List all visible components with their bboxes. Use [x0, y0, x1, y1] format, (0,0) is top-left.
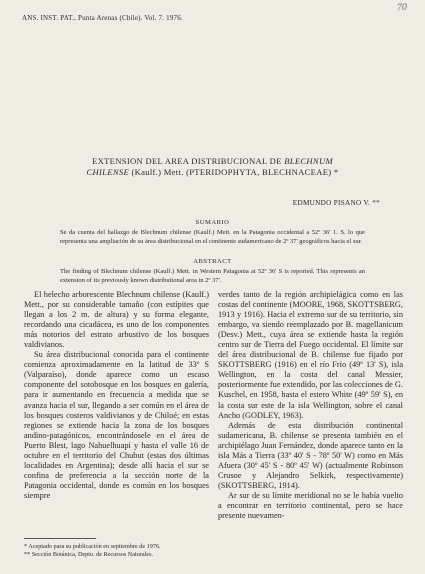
paragraph: Ar sur de su límite meridional no se le había vuelto a encontrar en territorio continental, pero se hace presente nuevamen- [218, 490, 403, 521]
sumario-text: Se da cuenta del hallazgo de Blechnum chilense (Kaulf.) Mett. en la Patagonia occidental a 52º 36' 1. S. lo que representa una ampliación de su área distribucional en el continente sudamericano de 2º 37' geográficos hacia el sur. [60, 229, 365, 245]
paragraph: Su área distribucional conocida para el continente comienza aproximadamente en la latitud de 33º S (Valparaíso), donde aparece como un escaso componente del sotobosque en los bosques en galería, para ir aumentando en frecuencia a medida que se avanza hacia el sur, llegando a ser común en el área de los bosques costeros valdivianos y de Chiloé; en estas regiones se extiende hacia la zona de los bosques andino-patagónicos, encontrándosele en el área de Puerto Blest, lago Nahuelhuapi y hasta el valle 16 de octubre en el territorio del Chubut (estas dos últimas localidades en Argentina); desde allí hacia el sur se confina de preferencia a la sección norte de la Patagonia occidental, donde es común en los bosques siempre [24, 350, 209, 500]
footnotes [24, 543, 209, 558]
author: EDMUNDO PISANO V. ** [292, 199, 380, 207]
footnote: ** Sección Botánica, Depto. de Recursos Naturales. [24, 550, 154, 558]
paragraph: Además de esta distribución continental sudamericana, B. chilense se presenta también en el archipiélago Juan Fernández, donde aparece tanto en la isla Más a Tierra (33º 40' S - 78º 50' W) como en Más Afuera (30º 45' S - 80º 45' W) (actualmente Robinson Crusoe y Alejandro Selkirk, respectivamente) (SKOTTSBERG, 1914). [218, 420, 403, 490]
body-column-left [24, 290, 209, 501]
footnote: * Aceptado para su publicación en septiembre de 1976. [24, 543, 161, 550]
body-column-right [218, 290, 403, 521]
footnote-divider [24, 538, 96, 539]
article-title [40, 156, 385, 178]
title-species: CHILENSE [86, 167, 129, 177]
paragraph: El helecho arborescente Blechnum chilense (Kaulf.) Mett., por su considerable tamaño (con estípites que llegan a los 2 m. de altura) y su forma elegante, recordando una cicadácea, es uno de los componentes más notorios del estrato arbustivo de los bosques valdivianos. [24, 290, 209, 350]
abstract-text: The finding of Blechnum chilense (Kaulf.) Mett. in Western Patagonia at 52º 36' S is reported. This represents an extension of its previously known distributional area in 2º 37'. [60, 268, 365, 284]
paragraph: verdes tanto de la región archipielágica como en las costas del continente (MOORE, 1968, SKOTTSBERG, 1913 y 1916). Hacia el extremo sur de su territorio, sin embargo, va siendo reemplazado por B. magellanicum (Desv.) Mett., cuya área se extiende hasta la región centro sur de Tierra del Fuego occidental. El límite sur del área distribucional de B. chilense fue fijado por SKOTTSBERG (1916) en el río Frío (49º 13' S), isla Wellington, en la costa del canal Messier, posteriormente fue extendido, por las colecciones de G. Kuschel, en 1958, hasta el estero White (49º 59' S), en la costa sur este de la isla Wellington, sobre el canal Ancho (GODLEY, 1963). [218, 290, 403, 420]
abstract-heading: ABSTRACT [193, 258, 232, 265]
handwritten-page-note: 70 [396, 1, 408, 14]
running-head: ANS. INST. PAT., Punta Arenas (Chile). Vol. 7. 1976. [22, 14, 183, 22]
title-genus: BLECHNUM [284, 156, 333, 166]
sumario-heading: SUMARIO [195, 219, 230, 226]
title-line1-text: EXTENSION DEL AREA DISTRIBUCIONAL DE [92, 156, 285, 166]
title-line2-text: (Kaulf.) Mett. (PTERIDOPHYTA, BLECHNACEAE) * [129, 167, 339, 177]
